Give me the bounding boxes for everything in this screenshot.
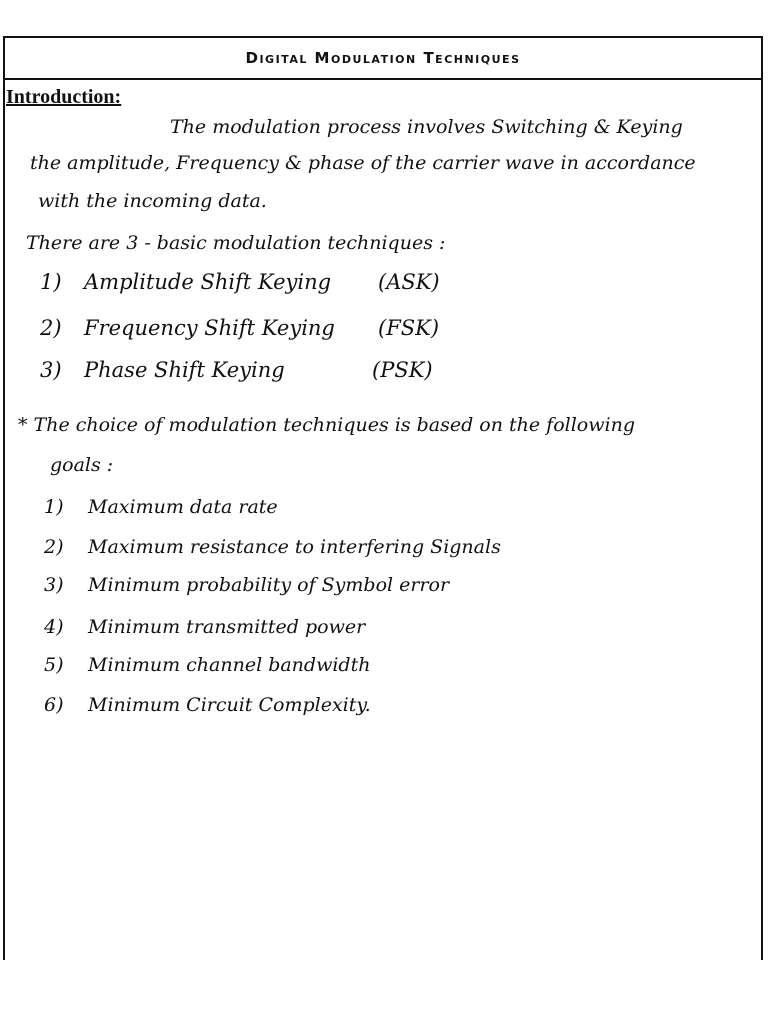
item-label: Phase Shift Keying bbox=[84, 358, 285, 382]
basic-item-1 bbox=[40, 270, 331, 294]
goal-item-6 bbox=[44, 694, 371, 716]
item-number: 1) bbox=[44, 496, 64, 518]
item-label: Minimum channel bandwidth bbox=[88, 654, 371, 676]
item-number: 3) bbox=[40, 358, 62, 382]
basic-item-3 bbox=[40, 358, 285, 382]
intro-line-1: The modulation process involves Switching & Keying bbox=[170, 116, 683, 138]
goal-item-5 bbox=[44, 654, 370, 676]
item-label: Minimum probability of Symbol error bbox=[88, 574, 450, 596]
ask-abbr: (ASK) bbox=[378, 270, 440, 294]
choice-lead-1: * The choice of modulation techniques is based on the following bbox=[18, 414, 635, 436]
intro-line-2: the amplitude, Frequency & phase of the carrier wave in accordance bbox=[30, 152, 696, 174]
item-label: Minimum transmitted power bbox=[88, 616, 366, 638]
item-label: Maximum data rate bbox=[88, 496, 278, 518]
page-title: Digital Modulation Techniques bbox=[5, 38, 761, 80]
item-label: Maximum resistance to interfering Signals bbox=[88, 536, 501, 558]
fsk-abbr: (FSK) bbox=[378, 316, 440, 340]
psk-abbr: (PSK) bbox=[372, 358, 433, 382]
item-number: 1) bbox=[40, 270, 62, 294]
item-label: Amplitude Shift Keying bbox=[84, 270, 332, 294]
item-label: Minimum Circuit Complexity. bbox=[88, 694, 371, 716]
goal-item-2 bbox=[44, 536, 501, 558]
basic-item-2 bbox=[40, 316, 335, 340]
item-number: 2) bbox=[40, 316, 62, 340]
goal-item-1 bbox=[44, 496, 278, 518]
item-label: Frequency Shift Keying bbox=[84, 316, 335, 340]
item-number: 5) bbox=[44, 654, 64, 676]
item-number: 2) bbox=[44, 536, 64, 558]
goal-item-3 bbox=[44, 574, 449, 596]
item-number: 6) bbox=[44, 694, 64, 716]
intro-heading: Introduction: bbox=[6, 86, 122, 108]
goal-item-4 bbox=[44, 616, 365, 638]
item-number: 3) bbox=[44, 574, 64, 596]
choice-lead-2: goals : bbox=[50, 454, 114, 476]
basic-lead: There are 3 - basic modulation techniques : bbox=[26, 232, 446, 254]
item-number: 4) bbox=[44, 616, 64, 638]
intro-line-3: with the incoming data. bbox=[38, 190, 267, 212]
